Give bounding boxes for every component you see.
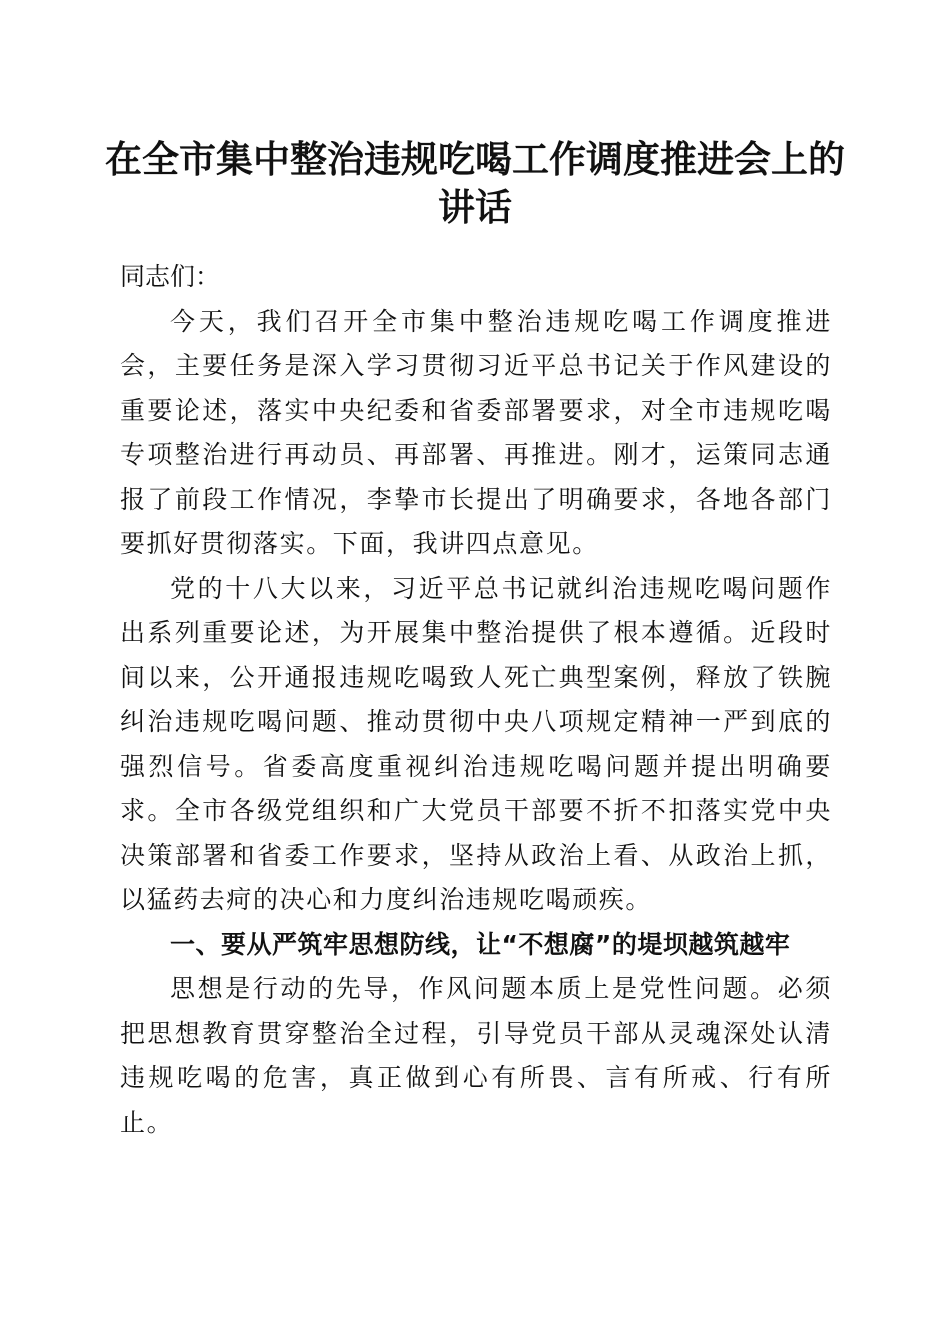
section-paragraph-1: 思想是行动的先导，作风问题本质上是党性问题。必须把思想教育贯穿整治全过程，引导党员干部从灵魂深处认清违规吃喝的危害，真正做到心有所畏、言有所戒、行有所止。 [120,974,832,1137]
document-body [120,255,832,1145]
salutation: 同志们： [120,262,221,291]
document-title-line-2: 讲话 [438,185,512,229]
section-heading-1: 一、要从严筑牢思想防线，让“不想腐”的堤坝越筑越牢 [170,929,791,959]
document-title-line-1: 在全市集中整治违规吃喝工作调度推进会上的 [105,137,845,181]
paragraph-opening: 今天，我们召开全市集中整治违规吃喝工作调度推进会，主要任务是深入学习贯彻习近平总书记关于作风建设的重要论述，落实中央纪委和省委部署要求，对全市违规吃喝专项整治进行再动员、再部署、再推进。刚才，运策同志通报了前段工作情况，李挚市长提出了明确要求，各地各部门要抓好贯彻落实。下面，我讲四点意见。 [120,306,832,558]
document-title [100,135,850,231]
paragraph-background: 党的十八大以来，习近平总书记就纠治违规吃喝问题作出系列重要论述，为开展集中整治提供了根本遵循。近段时间以来，公开通报违规吃喝致人死亡典型案例，释放了铁腕纠治违规吃喝问题、推动贯彻中央八项规定精神一严到底的强烈信号。省委高度重视纠治违规吃喝问题并提出明确要求。全市各级党组织和广大党员干部要不折不扣落实党中央决策部署和省委工作要求，坚持从政治上看、从政治上抓，以猛药去疴的决心和力度纠治违规吃喝顽疾。 [120,573,832,914]
